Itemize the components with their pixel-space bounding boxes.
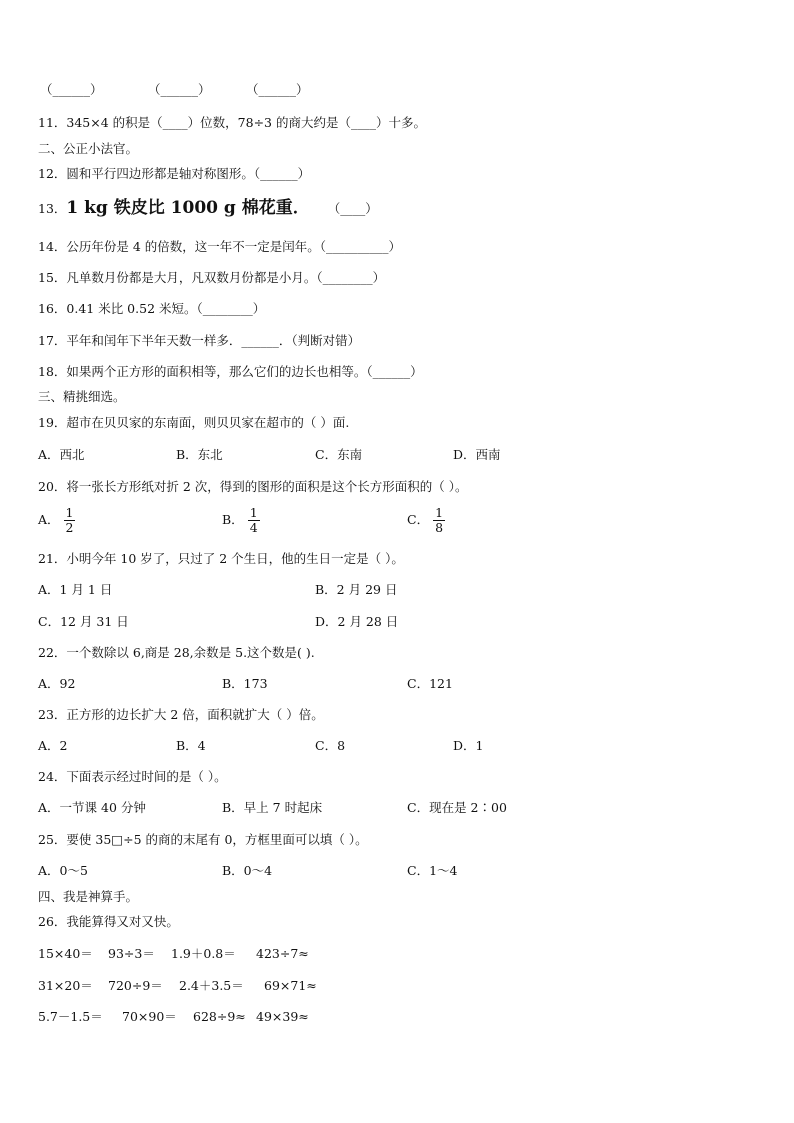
fraction-denominator: 8: [435, 520, 444, 535]
question-13-number: 13．: [38, 201, 67, 216]
question-14: 14．公历年份是 4 的倍数，这一年不一定是闰年。（__________）: [38, 239, 402, 254]
option-label: B．: [222, 512, 244, 527]
option-a[interactable]: A．0～5: [38, 863, 88, 878]
answer-blank: （______）: [148, 82, 211, 97]
answer-blank: （______）: [246, 82, 309, 97]
calc-item: 31×20＝: [38, 978, 93, 993]
question-19: 19．超市在贝贝家的东南面，则贝贝家在超市的（ ）面.: [38, 415, 350, 430]
question-18: 18．如果两个正方形的面积相等，那么它们的边长也相等。（______）: [38, 364, 423, 379]
option-label: A．: [38, 512, 60, 527]
question-20: 20．将一张长方形纸对折 2 次，得到的图形的面积是这个长方形面积的（ ）。: [38, 479, 468, 494]
answer-blank: （______）: [40, 82, 103, 97]
calc-item: 1.9＋0.8＝: [171, 946, 236, 961]
calc-item: 15×40＝: [38, 946, 93, 961]
section-heading-4: 四、我是神算手。: [38, 889, 139, 904]
option-c[interactable]: [407, 506, 445, 535]
option-b[interactable]: B．早上 7 时起床: [222, 800, 323, 815]
question-21: 21．小明今年 10 岁了，只过了 2 个生日，他的生日一定是（ ）。: [38, 551, 404, 566]
calc-item: 628÷9≈: [193, 1009, 246, 1024]
option-c[interactable]: C．东南: [315, 447, 363, 462]
fraction-denominator: 4: [249, 520, 258, 535]
section-heading-3: 三、精挑细选。: [38, 389, 126, 404]
option-a[interactable]: [38, 506, 75, 535]
calc-item: 5.7－1.5＝: [38, 1009, 103, 1024]
option-b[interactable]: B．0～4: [222, 863, 273, 878]
calc-item: 69×71≈: [264, 978, 317, 993]
fraction-denominator: 2: [65, 520, 74, 535]
question-17: 17．平年和闰年下半年天数一样多．______．（判断对错）: [38, 333, 361, 348]
fraction: [64, 506, 76, 535]
option-b[interactable]: B．173: [222, 676, 268, 691]
question-25: 25．要使 35□÷5 的商的末尾有 0，方框里面可以填（ ）。: [38, 832, 368, 847]
option-label: C．: [407, 512, 430, 527]
option-c[interactable]: C．现在是 2∶00: [407, 800, 507, 815]
fraction-numerator: 1: [65, 505, 74, 520]
option-c[interactable]: C．8: [315, 738, 346, 753]
question-13: [38, 200, 378, 217]
fraction: [433, 506, 445, 535]
calc-item: 423÷7≈: [256, 946, 309, 961]
calc-item: 70×90＝: [122, 1009, 177, 1024]
question-24: 24．下面表示经过时间的是（ ）。: [38, 769, 227, 784]
option-b[interactable]: B．东北: [176, 447, 223, 462]
question-13-blank: （____）: [327, 201, 378, 216]
option-a[interactable]: A．一节课 40 分钟: [38, 800, 146, 815]
fraction-numerator: 1: [435, 505, 444, 520]
question-23: 23．正方形的边长扩大 2 倍，面积就扩大（ ）倍。: [38, 707, 324, 722]
option-c[interactable]: C．1～4: [407, 863, 458, 878]
question-16: 16．0.41 米比 0.52 米短。（________）: [38, 301, 266, 316]
calc-item: 49×39≈: [256, 1009, 309, 1024]
option-c[interactable]: C．12 月 31 日: [38, 614, 129, 629]
question-13-text: 1 kg 铁皮比 1000 g 棉花重．: [66, 198, 310, 218]
option-b[interactable]: [222, 506, 260, 535]
option-d[interactable]: D．2 月 28 日: [315, 614, 399, 629]
question-22: 22．一个数除以 6,商是 28,余数是 5.这个数是( ).: [38, 645, 315, 660]
calc-item: 720÷9＝: [108, 978, 163, 993]
option-a[interactable]: A．西北: [38, 447, 85, 462]
fraction-numerator: 1: [249, 505, 258, 520]
option-a[interactable]: A．1 月 1 日: [38, 582, 113, 597]
question-12: 12．圆和平行四边形都是轴对称图形。（______）: [38, 166, 311, 181]
option-d[interactable]: D．西南: [453, 447, 501, 462]
question-11: 11．345×4 的积是（____）位数，78÷3 的商大约是（____）十多。: [38, 115, 426, 130]
option-b[interactable]: B．4: [176, 738, 206, 753]
option-d[interactable]: D．1: [453, 738, 484, 753]
option-a[interactable]: A．2: [38, 738, 68, 753]
calc-item: 93÷3＝: [108, 946, 155, 961]
question-15: 15．凡单数月份都是大月，凡双数月份都是小月。（________）: [38, 270, 386, 285]
option-a[interactable]: A．92: [38, 676, 76, 691]
option-b[interactable]: B．2 月 29 日: [315, 582, 398, 597]
fraction: [248, 506, 260, 535]
calc-item: 2.4＋3.5＝: [179, 978, 244, 993]
option-c[interactable]: C．121: [407, 676, 453, 691]
section-heading-2: 二、公正小法官。: [38, 141, 139, 156]
question-26: 26．我能算得又对又快。: [38, 914, 179, 929]
